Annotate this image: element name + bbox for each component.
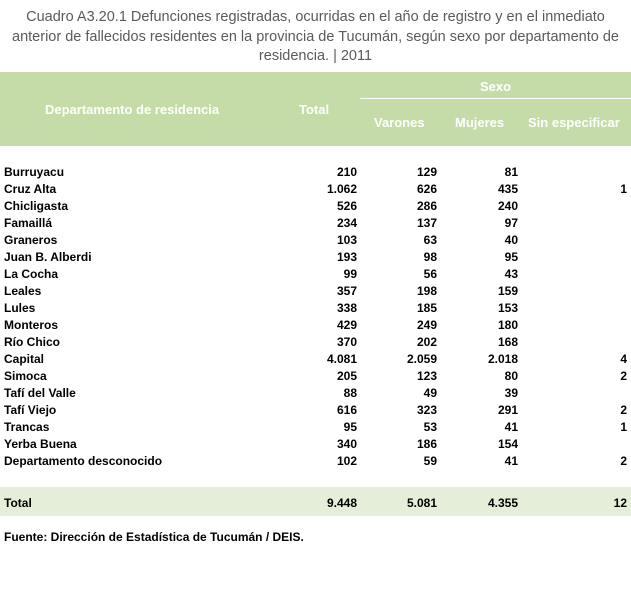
cell-mujeres: 168 xyxy=(497,335,518,349)
cell-varones: 49 xyxy=(423,386,437,400)
cell-total: 616 xyxy=(336,403,357,417)
cell-mujeres: 240 xyxy=(497,199,518,213)
cell-varones: 198 xyxy=(416,284,437,298)
cell-mujeres: 80 xyxy=(504,369,518,383)
cell-varones: 249 xyxy=(416,318,437,332)
cell-mujeres: 153 xyxy=(497,301,518,315)
cell-sin-especificar: 2 xyxy=(620,403,627,417)
cell-varones: 185 xyxy=(416,301,437,315)
cell-mujeres: 40 xyxy=(504,233,518,247)
cell-mujeres: 41 xyxy=(504,454,518,468)
cell-varones: 56 xyxy=(423,267,437,281)
cell-total: 338 xyxy=(336,301,357,315)
table-row xyxy=(0,215,631,232)
dept-name: Departamento desconocido xyxy=(4,454,163,468)
dept-name: Leales xyxy=(4,284,42,298)
dept-name: Lules xyxy=(4,301,36,315)
cell-total: 357 xyxy=(336,284,357,298)
table-body xyxy=(0,164,631,470)
header-sin-especificar: Sin especificar xyxy=(528,115,620,130)
total-label: Total xyxy=(4,496,32,510)
cell-varones: 286 xyxy=(416,199,437,213)
table-row xyxy=(0,181,631,198)
table-row xyxy=(0,368,631,385)
cell-varones: 202 xyxy=(416,335,437,349)
total-mujeres: 4.355 xyxy=(487,496,518,510)
header-sexo: Sexo xyxy=(480,79,512,94)
dept-name: La Cocha xyxy=(4,267,59,281)
total-sin-especificar: 12 xyxy=(613,496,627,510)
dept-name: Capital xyxy=(4,352,45,366)
table-row xyxy=(0,198,631,215)
title-line-2: anterior de fallecidos residentes en la provincia de Tucumán, según sexo por departamento de xyxy=(12,28,619,45)
table-row xyxy=(0,351,631,368)
table-row xyxy=(0,164,631,181)
cell-total: 103 xyxy=(336,233,357,247)
title-line-1: Cuadro A3.20.1 Defunciones registradas, ocurridas en el año de registro y en el inmediato xyxy=(26,9,605,25)
title-line-3: residencia. | 2011 xyxy=(258,48,373,64)
header-mujeres: Mujeres xyxy=(455,115,505,130)
cell-mujeres: 180 xyxy=(497,318,518,332)
table-title xyxy=(0,8,631,67)
cell-mujeres: 43 xyxy=(504,267,518,281)
cell-total: 4.081 xyxy=(326,352,357,366)
table-row xyxy=(0,300,631,317)
total-varones: 5.081 xyxy=(406,496,437,510)
table-header xyxy=(0,72,631,146)
cell-varones: 98 xyxy=(423,250,437,264)
source-note: Fuente: Dirección de Estadística de Tucumán / DEIS. xyxy=(4,530,304,544)
table-row xyxy=(0,317,631,334)
cell-total: 340 xyxy=(336,437,357,451)
cell-varones: 626 xyxy=(416,182,437,196)
table-row xyxy=(0,334,631,351)
dept-name: Trancas xyxy=(4,420,50,434)
cell-varones: 59 xyxy=(423,454,437,468)
dept-name: Yerba Buena xyxy=(4,437,77,451)
dept-name: Río Chico xyxy=(4,335,60,349)
header-total: Total xyxy=(299,102,330,117)
dept-name: Monteros xyxy=(4,318,58,332)
cell-total: 193 xyxy=(336,250,357,264)
cell-mujeres: 159 xyxy=(497,284,518,298)
cell-varones: 53 xyxy=(423,420,437,434)
dept-name: Graneros xyxy=(4,233,58,247)
cell-mujeres: 97 xyxy=(504,216,518,230)
table-row xyxy=(0,249,631,266)
table-row xyxy=(0,419,631,436)
dept-name: Chicligasta xyxy=(4,199,69,213)
cell-total: 234 xyxy=(336,216,357,230)
dept-name: Tafí del Valle xyxy=(4,386,76,400)
table-row xyxy=(0,385,631,402)
cell-sin-especificar: 2 xyxy=(620,369,627,383)
cell-mujeres: 39 xyxy=(504,386,518,400)
cell-varones: 63 xyxy=(423,233,437,247)
cell-sin-especificar: 2 xyxy=(620,454,627,468)
cell-varones: 123 xyxy=(416,369,437,383)
cell-sin-especificar: 1 xyxy=(620,182,627,196)
cell-total: 429 xyxy=(336,318,357,332)
cell-total: 1.062 xyxy=(326,182,357,196)
cell-total: 99 xyxy=(343,267,357,281)
dept-name: Burruyacu xyxy=(4,165,65,179)
cell-total: 95 xyxy=(343,420,357,434)
cell-varones: 186 xyxy=(416,437,437,451)
dept-name: Cruz Alta xyxy=(4,182,57,196)
table-row xyxy=(0,453,631,470)
cell-total: 205 xyxy=(336,369,357,383)
table-row xyxy=(0,232,631,249)
cell-varones: 323 xyxy=(416,403,437,417)
cell-mujeres: 291 xyxy=(497,403,518,417)
cell-varones: 137 xyxy=(416,216,437,230)
cell-mujeres: 41 xyxy=(504,420,518,434)
total-total: 9.448 xyxy=(326,496,357,510)
total-row xyxy=(0,487,631,516)
cell-mujeres: 435 xyxy=(497,182,518,196)
cell-mujeres: 154 xyxy=(497,437,518,451)
cell-sin-especificar: 4 xyxy=(620,352,627,366)
cell-sin-especificar: 1 xyxy=(620,420,627,434)
cell-total: 370 xyxy=(336,335,357,349)
dept-name: Famaillá xyxy=(4,216,53,230)
table-row xyxy=(0,283,631,300)
cell-total: 102 xyxy=(336,454,357,468)
cell-varones: 129 xyxy=(416,165,437,179)
header-department: Departamento de residencia xyxy=(45,102,220,117)
cell-mujeres: 81 xyxy=(504,165,518,179)
dept-name: Tafí Viejo xyxy=(4,403,57,417)
cell-mujeres: 95 xyxy=(504,250,518,264)
table-row xyxy=(0,436,631,453)
dept-name: Simoca xyxy=(4,369,47,383)
header-divider xyxy=(360,98,631,99)
cell-total: 88 xyxy=(343,386,357,400)
dept-name: Juan B. Alberdi xyxy=(4,250,92,264)
cell-total: 210 xyxy=(336,165,357,179)
table-row xyxy=(0,402,631,419)
cell-total: 526 xyxy=(336,199,357,213)
table-row xyxy=(0,266,631,283)
cell-mujeres: 2.018 xyxy=(487,352,518,366)
cell-varones: 2.059 xyxy=(406,352,437,366)
header-varones: Varones xyxy=(374,115,425,130)
